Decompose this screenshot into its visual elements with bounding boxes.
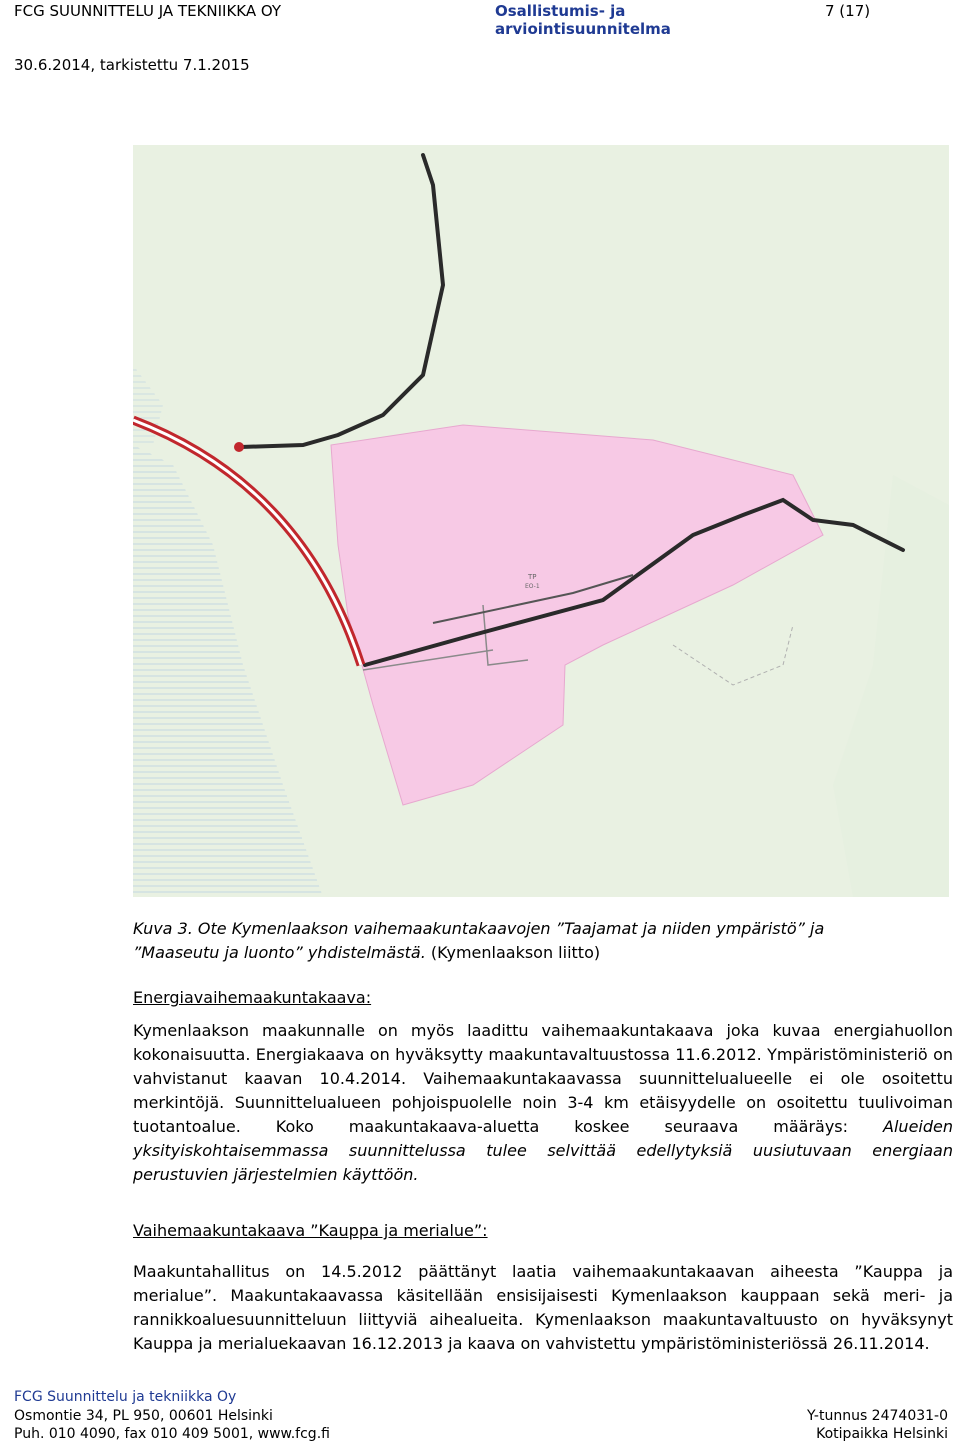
header-date: 30.6.2014, tarkistettu 7.1.2015 (14, 56, 250, 74)
header-doc-title-line2: arviointisuunnitelma (495, 20, 671, 38)
section-heading-energy: Energiavaihemaakuntakaava: (133, 988, 372, 1007)
footer-contact: Puh. 010 4090, fax 010 409 5001, www.fcg.fi (14, 1426, 330, 1442)
map-label-tp: TP (528, 573, 537, 581)
header-page-number: 7 (17) (825, 2, 871, 20)
section-paragraph-energy (133, 1019, 953, 1187)
section-heading-trade-sea: Vaihemaakuntakaava ”Kauppa ja merialue”: (133, 1221, 488, 1240)
footer-address: Osmontie 34, PL 950, 00601 Helsinki (14, 1408, 273, 1424)
plan-map-svg (133, 145, 949, 897)
map-label-tp-code: EO-1 (525, 583, 540, 590)
figure-caption-line1: Kuva 3. Ote Kymenlaakson vaihemaakuntakaavojen ”Taajamat ja niiden ympäristö” ja (133, 919, 825, 938)
plan-map-image (133, 145, 949, 897)
energy-paragraph-text: Kymenlaakson maakunnalle on myös laadittu vaihemaakuntakaava joka kuvaa energiahuollon kokonaisuutta. Energiakaava on hyväksytty maakuntavaltuustossa 11.6.2012. Ympäristöministeriö on vahvistanut kaavan 10.4.2014. Vaihemaakuntakaavassa suunnittelualueelle ei ole osoitettu merkintöjä. Suunnittelualueen pohjoispuolelle noin 3-4 km etäisyydelle on osoitettu tuulivoiman tuotantoalue. Koko maakuntakaava-aluetta koskee seuraava määräys: (133, 1021, 953, 1136)
figure-caption-line2 (133, 941, 951, 965)
energy-regulation-italic: Alueiden yksityiskohtaisemmassa suunnittelussa tulee selvittää edellytyksiä uusiutuvaan energiaan perustuvien järjestelmien käyttöön. (133, 1117, 953, 1184)
figure-caption-italic: ”Maaseutu ja luonto” yhdistelmästä. (133, 943, 426, 962)
header-company: FCG SUUNNITTELU JA TEKNIIKKA OY (14, 2, 282, 20)
figure-caption-source: (Kymenlaakson liitto) (425, 943, 601, 962)
section-paragraph-trade-sea: Maakuntahallitus on 14.5.2012 päättänyt laatia vaihemaakuntakaavan aiheesta ”Kauppa ja merialue”. Maakuntakaavassa käsitellään ensisijaisesti Kymenlaakson kauppaan sekä meri- ja rannikkoaluesuunnitteluun liittyviä aihealueita. Kymenlaakson maakuntavaltuusto on hyväksynyt Kauppa ja merialuekaavan 16.12.2013 ja kaava on vahvistettu ympäristöministeriössä 26.11.2014. (133, 1262, 953, 1353)
footer-domicile: Kotipaikka Helsinki (816, 1426, 948, 1442)
header-doc-title-line1: Osallistumis- ja (495, 2, 626, 20)
railway-node (234, 442, 244, 452)
footer-business-id: Y-tunnus 2474031-0 (807, 1408, 948, 1424)
footer-company: FCG Suunnittelu ja tekniikka Oy (14, 1389, 237, 1405)
